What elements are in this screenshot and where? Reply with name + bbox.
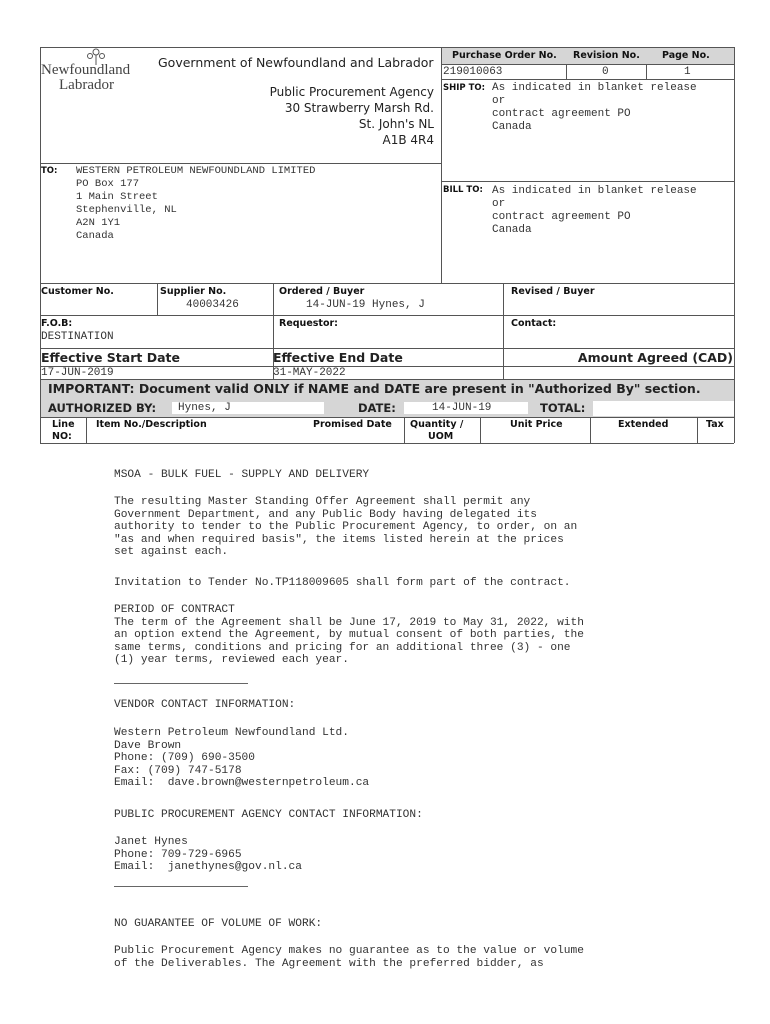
col-tax: Tax: [706, 419, 724, 430]
no-guarantee-heading: NO GUARANTEE OF VOLUME OF WORK:: [114, 918, 323, 930]
agency-street: 30 Strawberry Marsh Rd.: [284, 101, 434, 115]
agency-postal: A1B 4R4: [382, 133, 434, 147]
bill-to-line-1: As indicated in blanket release: [492, 185, 697, 197]
government-name: Government of Newfoundland and Labrador: [158, 55, 434, 70]
body-paragraph-scope: The resulting Master Standing Offer Agreement shall permit any Government Department, and any Public Body having delegated its authority to tender to the Public Procurement Agency, to order, on an "as and when required basis", the items listed herein at the prices set against each.: [114, 496, 578, 558]
date-label: DATE:: [358, 401, 396, 415]
amount-agreed-label: Amount Agreed (CAD): [577, 350, 733, 365]
page-label: Page No.: [662, 50, 710, 61]
divider: [114, 886, 248, 887]
vendor-contact-heading: VENDOR CONTACT INFORMATION:: [114, 699, 296, 711]
bill-to-label: BILL TO:: [443, 185, 483, 195]
divider: [114, 683, 248, 684]
agency-name: Public Procurement Agency: [269, 85, 434, 99]
col-unit-price: Unit Price: [510, 419, 563, 430]
revision-label: Revision No.: [573, 50, 640, 61]
vendor-address-line-4: Stephenville, NL: [76, 204, 177, 216]
po-number-value: 219010063: [443, 66, 503, 78]
revised-buyer-label: Revised / Buyer: [511, 286, 595, 297]
bill-to-line-3: contract agreement PO: [492, 211, 631, 223]
logo-text-labrador: Labrador: [59, 77, 114, 93]
vendor-address-line-5: A2N 1Y1: [76, 217, 121, 229]
vendor-address-line-2: PO Box 177: [76, 178, 140, 190]
revision-value: 0: [602, 66, 609, 78]
effective-end-value: 31-MAY-2022: [273, 367, 346, 379]
agency-city: St. John's NL: [358, 117, 434, 131]
col-uom: UOM: [428, 431, 454, 442]
authorized-date: 14-JUN-19: [404, 402, 528, 414]
body-paragraph-period: PERIOD OF CONTRACT The term of the Agreement shall be June 17, 2019 to May 31, 2022, with an option extend the Agreement, by mutual consent of both parties, the same terms, conditions and pricing for an additional three (3) - one (1) year terms, reviewed each year.: [114, 604, 584, 666]
contact-label: Contact:: [511, 318, 557, 329]
body-paragraph-invitation: Invitation to Tender No.TP118009605 shall form part of the contract.: [114, 577, 571, 589]
important-notice: IMPORTANT: Document valid ONLY if NAME and DATE are present in "Authorized By" section.: [48, 381, 701, 396]
supplier-no-label: Supplier No.: [160, 286, 227, 297]
col-promised-date: Promised Date: [313, 419, 392, 430]
ppa-contact-heading: PUBLIC PROCUREMENT AGENCY CONTACT INFORMATION:: [114, 809, 423, 821]
effective-end-label: Effective End Date: [273, 350, 403, 365]
ship-to-line-1: As indicated in blanket release: [492, 82, 697, 94]
customer-no-label: Customer No.: [41, 286, 114, 297]
effective-start-value: 17-JUN-2019: [41, 367, 114, 379]
fob-value: DESTINATION: [41, 331, 114, 343]
col-line-no: NO:: [52, 431, 72, 442]
ordered-buyer-label: Ordered / Buyer: [279, 286, 365, 297]
bill-to-line-4: Canada: [492, 224, 532, 236]
body-title: MSOA - BULK FUEL - SUPPLY AND DELIVERY: [114, 469, 370, 481]
logo-text-newfoundland: Newfoundland: [41, 62, 131, 78]
total-value: [593, 401, 734, 416]
total-label: TOTAL:: [540, 401, 586, 415]
government-logo: [41, 48, 145, 98]
col-item: Item No./Description: [96, 419, 207, 430]
requestor-label: Requestor:: [279, 318, 338, 329]
col-line: Line: [52, 419, 75, 430]
po-number-label: Purchase Order No.: [452, 50, 557, 61]
fob-label: F.O.B:: [41, 318, 73, 329]
ppa-contact-details: Janet Hynes Phone: 709-729-6965 Email: janethynes@gov.nl.ca: [114, 836, 302, 873]
col-extended: Extended: [618, 419, 669, 430]
authorized-by-label: AUTHORIZED BY:: [48, 401, 157, 415]
vendor-contact-details: Western Petroleum Newfoundland Ltd. Dave Brown Phone: (709) 690-3500 Fax: (709) 747-5178 Email: dave.brown@westernpetroleum.ca: [114, 727, 370, 789]
vendor-address-line-1: WESTERN PETROLEUM NEWFOUNDLAND LIMITED: [76, 165, 316, 177]
supplier-no-value: 40003426: [186, 299, 239, 311]
ship-to-line-4: Canada: [492, 121, 532, 133]
vendor-address-line-6: Canada: [76, 230, 114, 242]
vendor-address-line-3: 1 Main Street: [76, 191, 158, 203]
ship-to-line-3: contract agreement PO: [492, 108, 631, 120]
page-value: 1: [684, 66, 691, 78]
no-guarantee-text: Public Procurement Agency makes no guarantee as to the value or volume of the Deliverables. The Agreement with the preferred bidder, as: [114, 945, 584, 970]
ordered-buyer-value: 14-JUN-19 Hynes, J: [306, 299, 425, 311]
authorized-by-name: Hynes, J: [172, 402, 324, 414]
ship-to-line-2: or: [492, 95, 506, 107]
to-label: TO:: [41, 166, 58, 176]
effective-start-label: Effective Start Date: [41, 350, 180, 365]
ship-to-label: SHIP TO:: [443, 83, 486, 93]
bill-to-line-2: or: [492, 198, 506, 210]
col-quantity: Quantity /: [410, 419, 464, 430]
